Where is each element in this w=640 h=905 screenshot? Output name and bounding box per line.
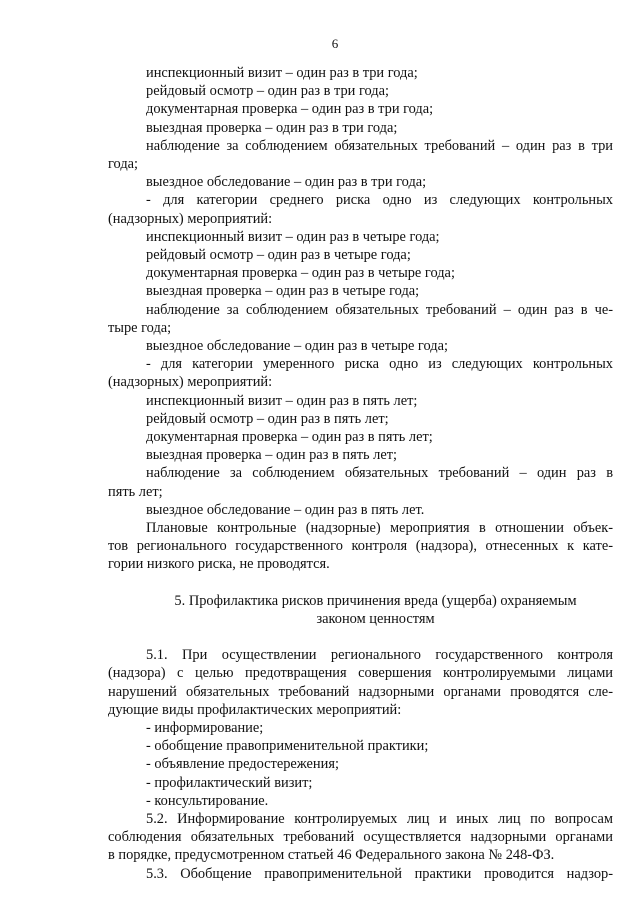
text-line: выездное обследование – один раз в три года; [146,174,427,191]
document-body [108,64,613,883]
text-line: рейдовый осмотр – один раз в четыре года; [146,247,411,264]
paragraph-line: дующие виды профилактических мероприятий: [108,701,402,718]
section-heading: 5. Профилактика рисков причинения вреда (ущерба) охраняемым [174,592,577,609]
text-line: документарная проверка – один раз в пять лет; [146,429,433,446]
text-line: документарная проверка – один раз в четыре года; [146,265,455,282]
text-line: выездная проверка – один раз в пять лет; [146,447,397,464]
text-line: пять лет; [108,483,163,500]
text-line: - для категории умеренного риска одно из следующих контрольных [146,356,613,373]
text-line: документарная проверка – один раз в три года; [146,101,434,118]
text-line: выездная проверка – один раз в три года; [146,119,398,136]
paragraph-line: нарушений обязательных требований надзорными органами проводятся сле- [108,683,613,700]
text-line: наблюдение за соблюдением обязательных требований – один раз в [146,465,613,482]
paragraph-line: 5.3. Обобщение правоприменительной практики проводится надзор- [146,865,613,882]
text-line: наблюдение за соблюдением обязательных требований – один раз в че- [146,301,613,318]
text-line: инспекционный визит – один раз в три года; [146,65,418,81]
text-line: тов регионального государственного контроля (надзора), отнесенных к кате- [108,538,613,555]
list-item: - консультирование. [146,792,269,809]
paragraph-line: (надзора) с целью предотвращения совершения контролируемыми лицами [108,665,613,682]
text-line: инспекционный визит – один раз в пять лет; [146,392,418,409]
text-line: наблюдение за соблюдением обязательных требований – один раз в три [146,137,613,154]
spacer [108,628,613,646]
list-item: - объявление предостережения; [146,756,339,773]
text-line: рейдовый осмотр – один раз в пять лет; [146,410,389,427]
text-line: года; [108,156,139,173]
list-item: - обобщение правоприменительной практики; [146,738,429,755]
text-line: выездное обследование – один раз в четыре года; [146,338,448,355]
text-line: выездная проверка – один раз в четыре года; [146,283,420,300]
list-item: - профилактический визит; [146,774,313,791]
text-line: (надзорных) мероприятий: [108,210,273,227]
page-number: 6 [331,36,339,51]
text-line: (надзорных) мероприятий: [108,374,273,391]
text-line: тыре года; [108,319,172,336]
spacer [108,574,613,592]
section-heading-continuation: законом ценностям [316,610,435,627]
text-line: гории низкого риска, не проводятся. [108,556,330,573]
text-line: рейдовый осмотр – один раз в три года; [146,83,390,100]
text-line: Плановые контрольные (надзорные) мероприятия в отношении объек- [146,520,613,537]
list-item: - информирование; [146,719,264,736]
text-line: - для категории среднего риска одно из следующих контрольных [146,192,613,209]
paragraph-line: 5.1. При осуществлении регионального государственного контроля [146,647,613,664]
text-line: инспекционный визит – один раз в четыре года; [146,228,440,245]
paragraph-line: в порядке, предусмотренном статьей 46 Федерального закона № 248-ФЗ. [108,847,555,864]
paragraph-line: соблюдения обязательных требований осуществляется надзорными органами [108,829,613,846]
text-line: выездное обследование – один раз в пять лет. [146,501,425,518]
paragraph-line: 5.2. Информирование контролируемых лиц и иных лиц по вопросам [146,810,613,827]
